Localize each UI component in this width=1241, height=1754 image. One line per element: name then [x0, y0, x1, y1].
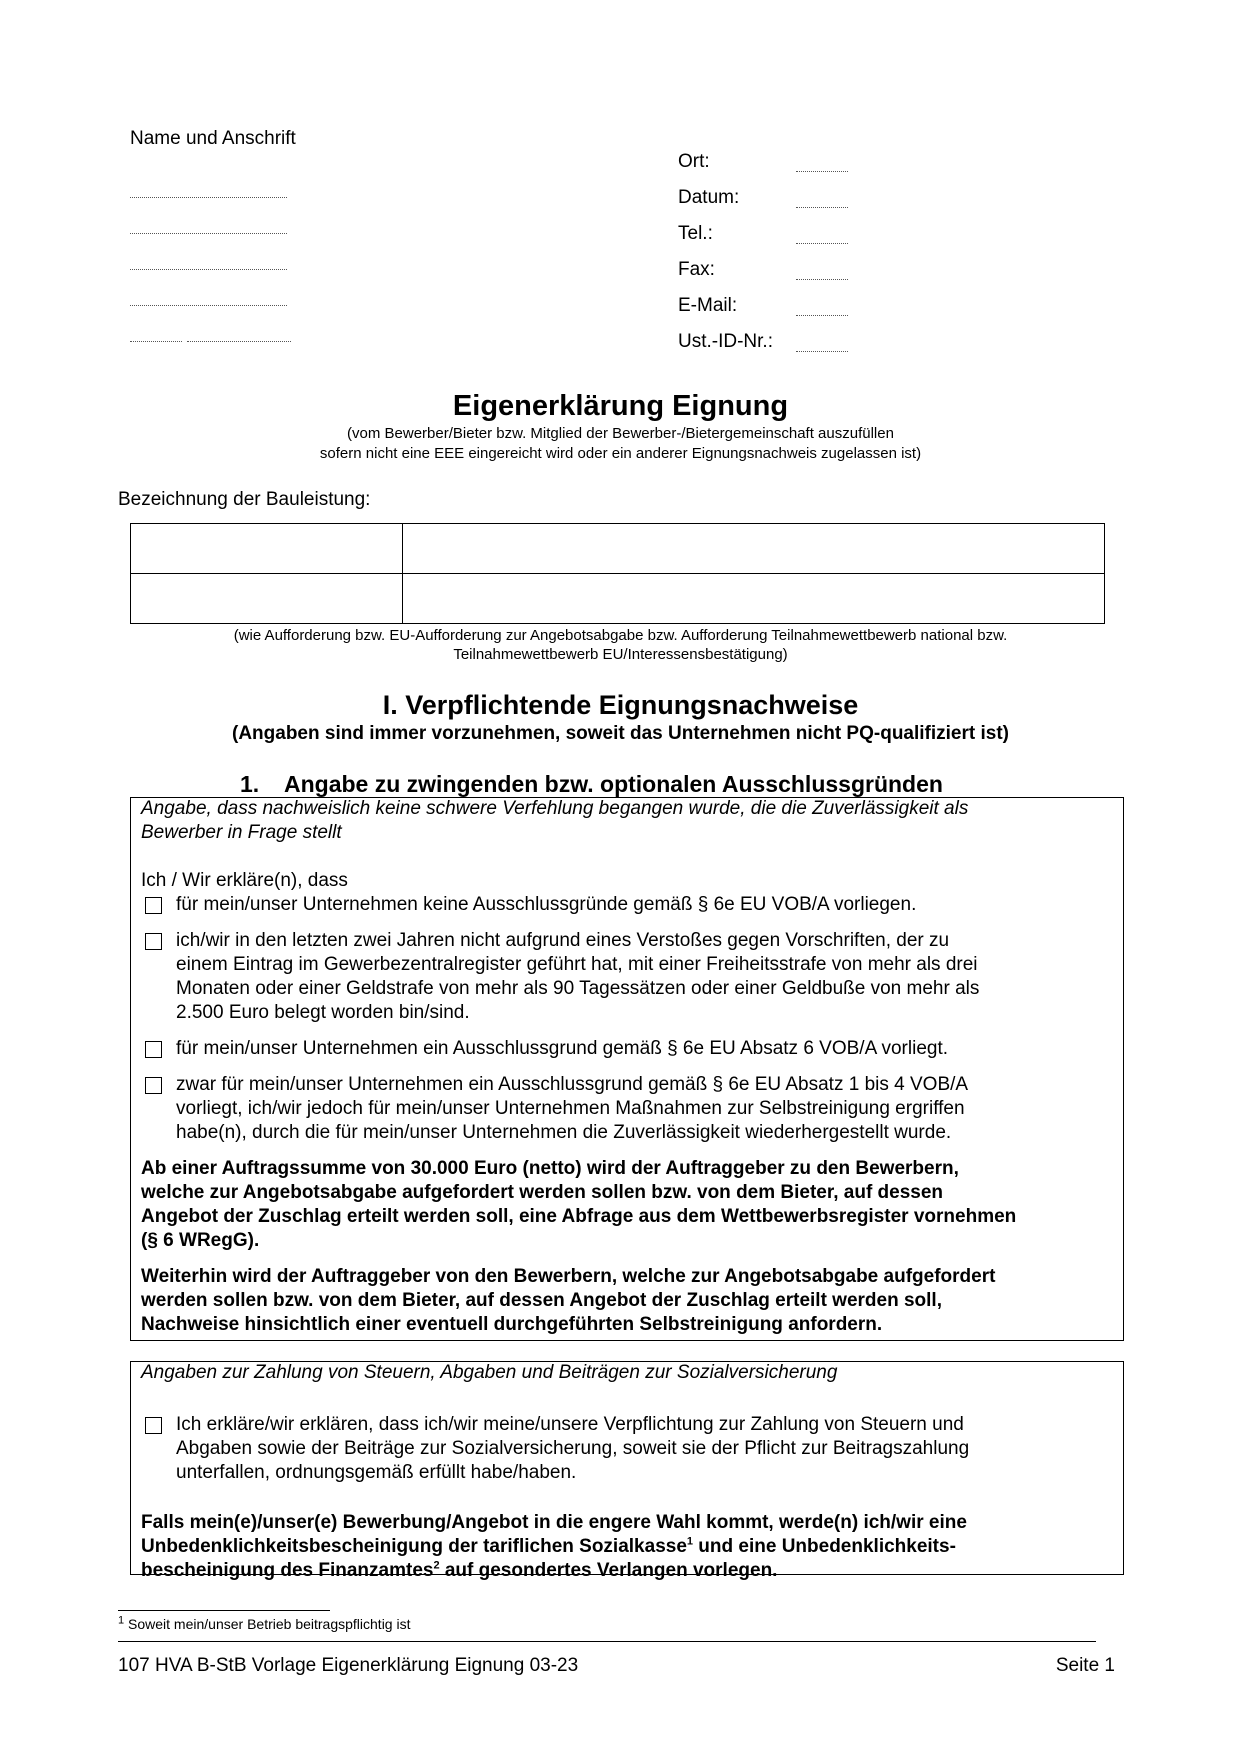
checkbox-5[interactable] [145, 1417, 162, 1434]
subsection-number: 1. [240, 771, 260, 797]
field-ustid[interactable] [796, 351, 848, 352]
field-fax[interactable] [796, 279, 848, 280]
checkbox-4[interactable] [145, 1077, 162, 1094]
notice-1-line-4: (§ 6 WRegG). [141, 1230, 260, 1251]
bauleistung-cell-2-1[interactable] [132, 576, 400, 622]
footnote-number: 1 [118, 1614, 125, 1627]
item-3-line-1: für mein/unser Unternehmen ein Ausschlussgrund gemäß § 6e EU Absatz 6 VOB/A vorliegt. [176, 1038, 949, 1059]
notice-3-line-3-b: auf gesondertes Verlangen vorlegen. [439, 1560, 778, 1581]
item-4-line-2: vorliegt, ich/wir jedoch für mein/unser Unternehmen Maßnahmen zur Selbstreinigung ergriffen [176, 1098, 965, 1119]
section-title: I. Verpflichtende Eignungsnachweise [382, 690, 859, 720]
document-subtitle-2: sofern nicht eine EEE eingereicht wird oder ein anderer Eignungsnachweis zugelassen ist) [319, 445, 922, 462]
wettbewerbsregister-notice [141, 1157, 1116, 1253]
tax-item-line-3: unterfallen, ordnungsgemäß erfüllt habe/haben. [176, 1462, 577, 1483]
section-subtitle: (Angaben sind immer vorzunehmen, soweit das Unternehmen nicht PQ-qualifiziert ist) [232, 723, 1009, 744]
subsection-heading: Angabe zu zwingenden bzw. optionalen Ausschlussgründen [284, 771, 943, 797]
item-4-line-3: habe(n), durch die für mein/unser Unternehmen die Zuverlässigkeit wiederhergestellt wurde. [176, 1122, 952, 1143]
notice-2-line-1: Weiterhin wird der Auftraggeber von den Bewerbern, welche zur Angebotsabgabe aufgefordert [141, 1266, 996, 1287]
address-line-4[interactable] [130, 305, 287, 306]
notice-1-line-3: Angebot der Zuschlag erteilt werden soll, eine Abfrage aus dem Wettbewerbsregister vornehmen [141, 1206, 1017, 1227]
tax-item-line-2: Abgaben sowie der Beiträge zur Sozialversicherung, soweit sie der Pflicht zur Beitragszahlung [176, 1438, 970, 1459]
declaration-item-2 [145, 929, 1105, 1025]
field-label-email: E-Mail: [678, 295, 738, 316]
address-line-3[interactable] [130, 269, 287, 270]
field-tel[interactable] [796, 243, 848, 244]
item-1-line-1: für mein/unser Unternehmen keine Ausschlussgründe gemäß § 6e EU VOB/A vorliegen. [176, 894, 917, 915]
table-row-divider [131, 573, 1104, 574]
checkbox-3[interactable] [145, 1041, 162, 1058]
bauleistung-table [130, 523, 1105, 624]
footnote-separator [118, 1610, 330, 1611]
notice-3-line-2 [141, 1535, 1116, 1559]
box1-intro-1: Angabe, dass nachweislich keine schwere Verfehlung begangen wurde, die die Zuverlässigkeit als [141, 798, 969, 819]
checkbox-2[interactable] [145, 933, 162, 950]
bauleistung-cell-1-2[interactable] [405, 525, 1102, 571]
field-label-ustid: Ust.-ID-Nr.: [678, 331, 773, 352]
field-label-datum: Datum: [678, 187, 740, 208]
item-2-line-3: Monaten oder einer Geldstrafe von mehr als 90 Tagessätzen oder einer Geldbuße von mehr als [176, 978, 980, 999]
notice-2-line-2: werden sollen bzw. von dem Bieter, auf dessen Angebot der Zuschlag erteilt werden soll, [141, 1290, 942, 1311]
bauleistung-note-1: (wie Aufforderung bzw. EU-Aufforderung zur Angebotsabgabe bzw. Aufforderung Teilnahmewettbewerb national bzw. [233, 627, 1008, 644]
address-line-5b[interactable] [187, 341, 291, 342]
document-subtitle-1: (vom Bewerber/Bieter bzw. Mitglied der Bewerber-/Bietergemeinschaft auszufüllen [347, 425, 894, 442]
footnote-ref-2: 2 [433, 1559, 440, 1572]
notice-3-line-2-a: Unbedenklichkeitsbescheinigung der tariflichen Sozialkasse [141, 1536, 687, 1557]
notice-3-line-2-b: und eine Unbedenklichkeits- [693, 1536, 956, 1557]
declaration-item-1 [145, 893, 1105, 917]
bauleistung-cell-1-1[interactable] [132, 525, 400, 571]
bauleistung-cell-2-2[interactable] [405, 576, 1102, 622]
box1-intro-2: Bewerber in Frage stellt [141, 822, 342, 843]
notice-3-line-3-a: bescheinigung des Finanzamtes [141, 1560, 434, 1581]
box1-declaration: Ich / Wir erkläre(n), dass [141, 870, 348, 891]
bauleistung-label: Bezeichnung der Bauleistung: [118, 489, 371, 510]
bauleistung-note-2: Teilnahmewettbewerb EU/Interessensbestätigung) [453, 646, 788, 663]
selbstreinigung-notice [141, 1265, 1116, 1337]
item-2-line-1: ich/wir in den letzten zwei Jahren nicht aufgrund eines Verstoßes gegen Vorschriften, der zu [176, 930, 950, 951]
document-title: Eigenerklärung Eignung [452, 390, 789, 422]
address-line-5a[interactable] [130, 341, 182, 342]
declaration-item-4 [145, 1073, 1105, 1145]
field-label-tel: Tel.: [678, 223, 713, 244]
item-4-line-1: zwar für mein/unser Unternehmen ein Ausschlussgrund gemäß § 6e EU Absatz 1 bis 4 VOB/A [176, 1074, 969, 1095]
field-datum[interactable] [796, 207, 848, 208]
checkbox-1[interactable] [145, 897, 162, 914]
tax-declaration-item [145, 1413, 1105, 1485]
field-ort[interactable] [796, 171, 848, 172]
box2-intro: Angaben zur Zahlung von Steuern, Abgaben und Beiträgen zur Sozialversicherung [141, 1362, 838, 1383]
address-line-2[interactable] [130, 233, 287, 234]
footnote-1 [118, 1616, 410, 1633]
notice-3-line-1: Falls mein(e)/unser(e) Bewerbung/Angebot in die engere Wahl kommt, werde(n) ich/wir eine [141, 1512, 967, 1533]
notice-1-line-1: Ab einer Auftragssumme von 30.000 Euro (netto) wird der Auftraggeber zu den Bewerbern, [141, 1158, 959, 1179]
field-label-ort: Ort: [678, 151, 710, 172]
declaration-item-3 [145, 1037, 1105, 1061]
tax-item-line-1: Ich erkläre/wir erklären, dass ich/wir meine/unsere Verpflichtung zur Zahlung von Steuern und [176, 1414, 964, 1435]
unbedenklichkeit-notice [141, 1511, 1116, 1583]
field-label-fax: Fax: [678, 259, 715, 280]
footer-document-id: 107 HVA B-StB Vorlage Eigenerklärung Eignung 03-23 [118, 1655, 579, 1676]
notice-1-line-2: welche zur Angebotsabgabe aufgefordert werden sollen bzw. von dem Bieter, auf dessen [141, 1182, 944, 1203]
footnote-ref-1: 1 [686, 1535, 694, 1548]
footer-page-number: Seite 1 [1055, 1655, 1115, 1676]
item-2-line-4: 2.500 Euro belegt worden bin/sind. [176, 1002, 470, 1023]
field-email[interactable] [796, 315, 848, 316]
item-2-line-2: einem Eintrag im Gewerbezentralregister geführt hat, mit einer Freiheitsstrafe von mehr als drei [176, 954, 978, 975]
notice-2-line-3: Nachweise hinsichtlich einer eventuell durchgeführten Selbstreinigung anfordern. [141, 1314, 883, 1335]
footnote-text: Soweit mein/unser Betrieb beitragspflichtig ist [124, 1616, 411, 1632]
name-address-label: Name und Anschrift [130, 128, 296, 149]
notice-3-line-3 [141, 1559, 1116, 1583]
address-line-1[interactable] [130, 197, 287, 198]
footer-rule [118, 1641, 1096, 1642]
